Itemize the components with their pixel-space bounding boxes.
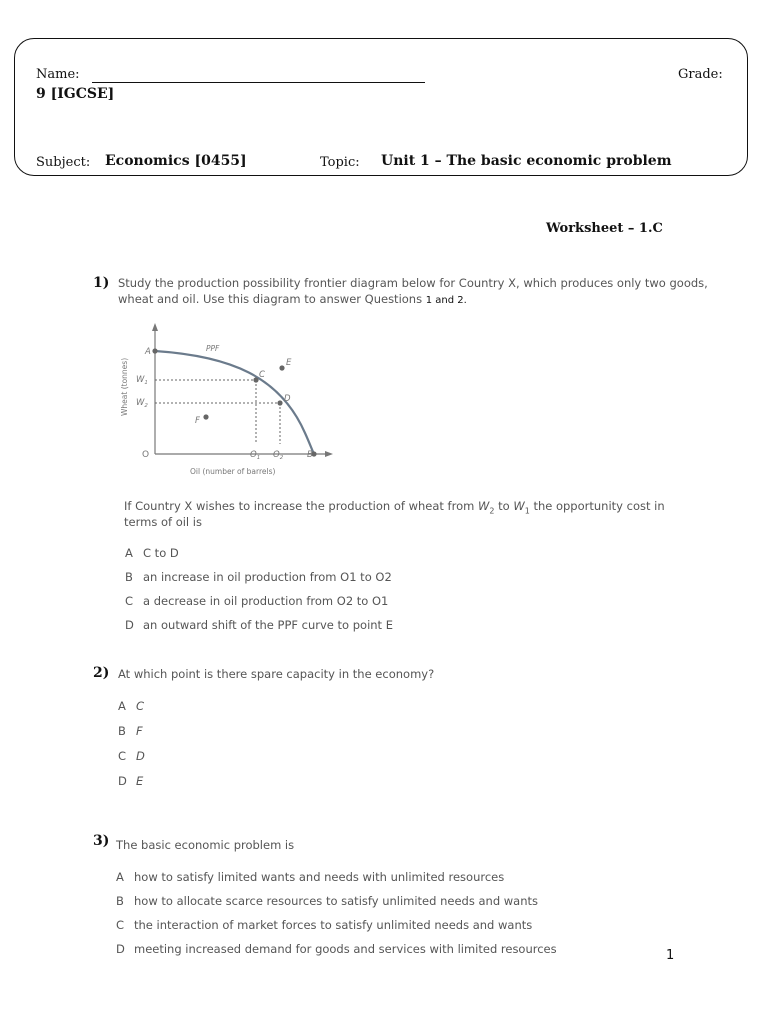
question-3-option-a[interactable]: A how to satisfy limited wants and needs with unlimited resources — [116, 870, 505, 884]
label-o1: $O_1$ — [250, 450, 261, 461]
point-d — [277, 400, 282, 405]
question-2-option-c[interactable]: C D — [118, 749, 145, 763]
x-axis-label: Oil (number of barrels) — [190, 467, 276, 476]
label-w2: $W_2$ — [136, 398, 148, 409]
question-2-option-a[interactable]: A C — [118, 699, 145, 713]
label-origin: O — [142, 450, 150, 460]
question-3-option-d[interactable]: D meeting increased demand for goods and services with limited resources — [116, 942, 557, 956]
subject-value: Economics [0455] — [105, 153, 247, 169]
grade-label: Grade: — [678, 67, 723, 82]
topic-label: Topic: — [320, 155, 360, 170]
question-3-option-c[interactable]: C the interaction of market forces to satisfy unlimited needs and wants — [116, 918, 533, 932]
question-1-option-a[interactable]: A C to D — [125, 546, 179, 560]
page-number: 1 — [666, 948, 675, 963]
question-1-option-b[interactable]: B an increase in oil production from O1 to O2 — [125, 570, 392, 584]
point-e — [279, 365, 284, 370]
question-1-stem-line1: If Country X wishes to increase the production of wheat from $W_2$ to $W_1$ the opportunity cost in — [124, 499, 665, 516]
grade-value: 9 [IGCSE] — [36, 86, 115, 102]
question-1-text-line2: wheat and oil. Use this diagram to answer Questions 1 and 2. — [118, 292, 467, 306]
label-f: F — [195, 416, 200, 426]
x-axis-arrow — [325, 451, 333, 457]
label-d: D — [284, 394, 291, 404]
label-w1: $W_1$ — [136, 375, 148, 386]
question-3-number: 3) — [93, 833, 110, 849]
question-1-option-d[interactable]: D an outward shift of the PPF curve to point E — [125, 618, 393, 632]
question-2-text: At which point is there spare capacity in the economy? — [118, 667, 435, 681]
point-a — [152, 348, 157, 353]
point-f — [203, 414, 208, 419]
subject-label: Subject: — [36, 155, 91, 170]
name-field-line[interactable] — [92, 82, 425, 83]
topic-value: Unit 1 – The basic economic problem — [381, 153, 672, 169]
label-ppf: PPF — [206, 344, 220, 353]
name-label: Name: — [36, 67, 80, 82]
label-c: C — [259, 370, 265, 380]
y-axis-label: Wheat (tonnes) — [120, 357, 129, 416]
point-c — [253, 377, 258, 382]
worksheet-title: Worksheet – 1.C — [546, 221, 663, 236]
question-1-stem-line2: terms of oil is — [124, 515, 202, 529]
question-2-option-b[interactable]: B F — [118, 724, 143, 738]
question-1-option-c[interactable]: C a decrease in oil production from O2 to O1 — [125, 594, 389, 608]
question-2-option-d[interactable]: D E — [118, 774, 144, 788]
label-b: B — [307, 450, 313, 460]
label-a: A — [145, 347, 151, 357]
question-3-text: The basic economic problem is — [116, 838, 295, 852]
question-2-number: 2) — [93, 665, 110, 681]
label-e: E — [286, 358, 292, 368]
question-1-text-line1: Study the production possibility frontier diagram below for Country X, which produces only two goods, — [118, 276, 708, 290]
ppf-diagram — [110, 318, 340, 483]
y-axis-arrow — [152, 323, 158, 331]
question-3-option-b[interactable]: B how to allocate scarce resources to satisfy unlimited needs and wants — [116, 894, 539, 908]
question-1-number: 1) — [93, 275, 110, 291]
label-o2: $O_2$ — [273, 450, 284, 461]
